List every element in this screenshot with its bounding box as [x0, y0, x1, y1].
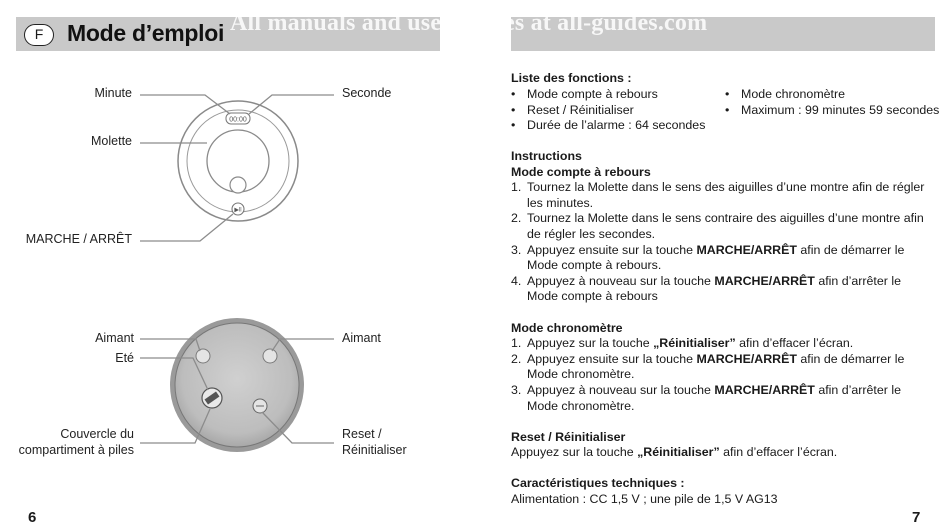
label-seconde: Seconde: [342, 86, 392, 100]
label-reset-line1: Reset /: [342, 427, 382, 441]
label-molette: Molette: [91, 134, 132, 148]
chrono-step-2: 2. Appuyez ensuite sur la touche MARCHE/ARRÊT afin de démarrer le Mode chronomètre.: [511, 351, 905, 382]
label-aimant-right: Aimant: [342, 331, 381, 345]
page-number-right: 7: [912, 509, 921, 526]
instructions-section: [511, 149, 927, 508]
reset-text: Appuyez sur la touche „Réinitialiser” afin d’effacer l’écran.: [511, 445, 838, 460]
functions-col2: [725, 87, 940, 118]
label-reset-line2: Réinitialiser: [342, 443, 407, 457]
label-aimant-left: Aimant: [95, 331, 134, 345]
countdown-heading: Mode compte à rebours: [511, 164, 651, 179]
timer-front-view: [178, 101, 298, 221]
label-couvercle-line2: compartiment à piles: [18, 443, 134, 457]
timer-back-view: [170, 318, 304, 452]
function-item: • Durée de l’alarme : 64 secondes: [511, 118, 726, 134]
svg-text:00:00: 00:00: [229, 116, 247, 124]
countdown-step-1: 1. Tournez la Molette dans le sens des aiguilles d’une montre afin de régler les minutes.: [511, 180, 925, 210]
specs-heading: Caractéristiques techniques :: [511, 476, 685, 491]
function-item: • Maximum : 99 minutes 59 secondes: [725, 103, 935, 119]
watermark: All manuals and user guides at all-guides.com: [230, 10, 708, 36]
svg-text:▶ll: ▶ll: [234, 207, 242, 214]
countdown-step-2: 2. Tournez la Molette dans le sens contraire des aiguilles d’une montre afin de régler les secondes.: [511, 211, 924, 241]
instructions-heading: Instructions: [511, 149, 582, 163]
reset-heading: Reset / Réinitialiser: [511, 429, 626, 444]
label-minute: Minute: [94, 86, 132, 100]
function-item: • Mode chronomètre: [725, 87, 935, 103]
chrono-step-3: 3. Appuyez à nouveau sur la touche MARCHE/ARRÊT afin d’arrêter le Mode chronomètre.: [511, 382, 901, 413]
specs-text: Alimentation : CC 1,5 V ; une pile de 1,5 V AG13: [511, 492, 778, 507]
functions-col1: [511, 87, 726, 134]
function-item: • Mode compte à rebours: [511, 87, 726, 103]
page-title: Mode d’emploi: [67, 20, 225, 46]
functions-section: [511, 71, 931, 87]
chrono-heading: Mode chronomètre: [511, 320, 623, 335]
page-number-left: 6: [28, 509, 37, 526]
label-marche-arret: MARCHE / ARRÊT: [25, 232, 132, 246]
chrono-step-1: 1. Appuyez sur la touche „Réinitialiser” afin d’effacer l’écran.: [511, 336, 854, 351]
label-couvercle-line1: Couvercle du: [60, 427, 134, 441]
countdown-step-3: 3. Appuyez ensuite sur la touche MARCHE/ARRÊT afin de démarrer le Mode compte à rebours.: [511, 242, 905, 273]
language-badge: F: [24, 24, 54, 46]
label-ete: Eté: [115, 351, 134, 365]
functions-heading: Liste des fonctions :: [511, 71, 632, 85]
countdown-step-4: 4. Appuyez à nouveau sur la touche MARCHE/ARRÊT afin d’arrêter le Mode compte à rebours: [511, 273, 901, 304]
function-item: • Reset / Réinitialiser: [511, 103, 726, 119]
